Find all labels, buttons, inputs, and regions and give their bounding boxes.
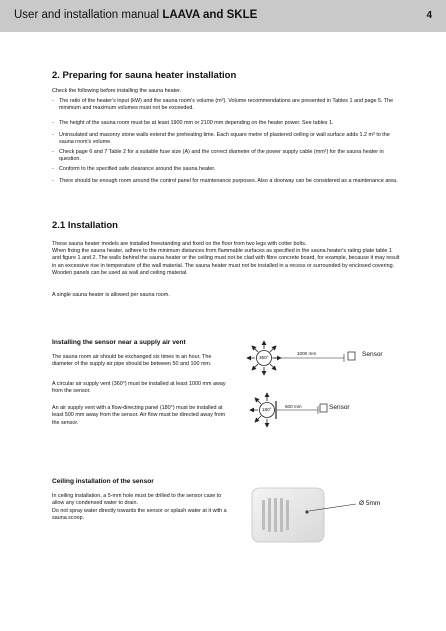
manual-title-text: User and installation manual xyxy=(14,9,160,21)
bullet-2: - The height of the sauna room must be at least 1900 mm or 2100 mm depending on the heater power. See tables 1. xyxy=(52,120,402,127)
vent-paragraph-3: An air supply vent with a flow-directing panel (180°) must be installed at least 500 mm away from the sensor. Air flow must be directed away from the sensor. xyxy=(52,405,226,426)
vent-180-sensor-label: Sensor xyxy=(329,404,350,411)
vent-360-sensor-label: Sensor xyxy=(362,351,383,358)
page-number: 4 xyxy=(426,10,432,21)
installation-body-2: When fixing the sauna heater, adhere to the minimum distances from flammable surfaces as specified in the sauna heater's rating plate table 1 and figure 1 and 2. The walls behind the sauna heater or the ceiling must not be clad with fibre concrete board, for example, because it may result in an excessive rise in temperature of the wall material. The sauna heater must not be installed in a recess or surrounded by enclosed covering. Wooden panels can be used as wall and ceiling material. xyxy=(52,248,400,276)
bullet-6-text: There should be enough room around the control panel for maintenance purposes. Also a doorway can be considered as a maintenance area. xyxy=(59,178,398,184)
drain-hole-diameter: Ø 5mm xyxy=(359,500,381,507)
drain-hole-icon xyxy=(305,510,308,513)
vent-paragraph-2: A circular air supply vent (360°) must be installed at least 1000 mm away from the sensor. xyxy=(52,381,226,395)
ceiling-paragraph-2: Do not spray water directly towards the sensor or splash water at it with a sauna scoop. xyxy=(52,508,227,522)
bullet-1: - The ratio of the heater's input (kW) and the sauna room's volume (m³). Volume recommendations are presented in Tables 1 and page 5. The minimum and maximum volumes must not be exceeded. xyxy=(52,98,402,113)
section-heading-installation: 2.1 Installation xyxy=(52,220,118,231)
bullet-4-text: Check page 6 and 7 Table 2 for a suitable fuse size (A) and the correct diameter of the power supply cable (mm²) for the sauna heater in question. xyxy=(59,149,384,163)
manual-model-names: LAAVA and SKLE xyxy=(162,9,258,21)
section-heading-preparing: 2. Preparing for sauna heater installation xyxy=(52,70,237,81)
bullet-5: - Conform to the specified safe clearance around the sauna heater. xyxy=(52,166,402,173)
vent-heading: Installing the sensor near a supply air vent xyxy=(52,339,186,346)
vent-paragraph-1: The sauna room air should be exchanged six times in an hour. The diameter of the supply air pipe should be between 50 and 100 mm. xyxy=(52,354,212,368)
ceiling-heading: Ceiling installation of the sensor xyxy=(52,478,154,485)
bullet-3-text: Uninsulated and masonry stone walls extend the preheating time. Each square metre of plastered ceiling or wall surface adds 1.2 m³ to the sauna room's volume. xyxy=(59,132,390,146)
ceiling-paragraph-1: In ceiling installation, a 5-mm hole must be drilled to the sensor case to allow any condensed water to drain. xyxy=(52,493,222,507)
section-intro: Check the following before installing the sauna heater. xyxy=(52,88,182,94)
bullet-1-text: The ratio of the heater's input (kW) and the sauna room's volume (m³). Volume recommendations are presented in Tables 1 and page 5. The minimum and maximum volumes must not be exceeded. xyxy=(59,98,394,112)
bullet-5-text: Conform to the specified safe clearance around the sauna heater. xyxy=(59,166,216,172)
vent-180-distance: 500 mm xyxy=(285,404,302,409)
vent-360-distance: 1000 mm xyxy=(297,351,317,356)
bullet-4: - Check page 6 and 7 Table 2 for a suitable fuse size (A) and the correct diameter of the power supply cable (mm²) for the sauna heater in question. xyxy=(52,149,402,164)
installation-body-1: These sauna heater models are installed freestanding and fixed on the floor from two legs with cotter bolts. xyxy=(52,241,307,247)
installation-body-3: A single sauna heater is allowed per sauna room. xyxy=(52,292,170,298)
bullet-2-text: The height of the sauna room must be at least 1900 mm or 2100 mm depending on the heater power. See tables 1. xyxy=(59,120,334,126)
vent-180-angle: 180° xyxy=(262,407,272,412)
vent-360-angle: 360° xyxy=(259,355,269,360)
bullet-3: - Uninsulated and masonry stone walls extend the preheating time. Each square metre of plastered ceiling or wall surface adds 1.2 m³ to the sauna room's volume. xyxy=(52,132,402,147)
bullet-6: - There should be enough room around the control panel for maintenance purposes. Also a doorway can be considered as a maintenance area. xyxy=(52,178,402,185)
